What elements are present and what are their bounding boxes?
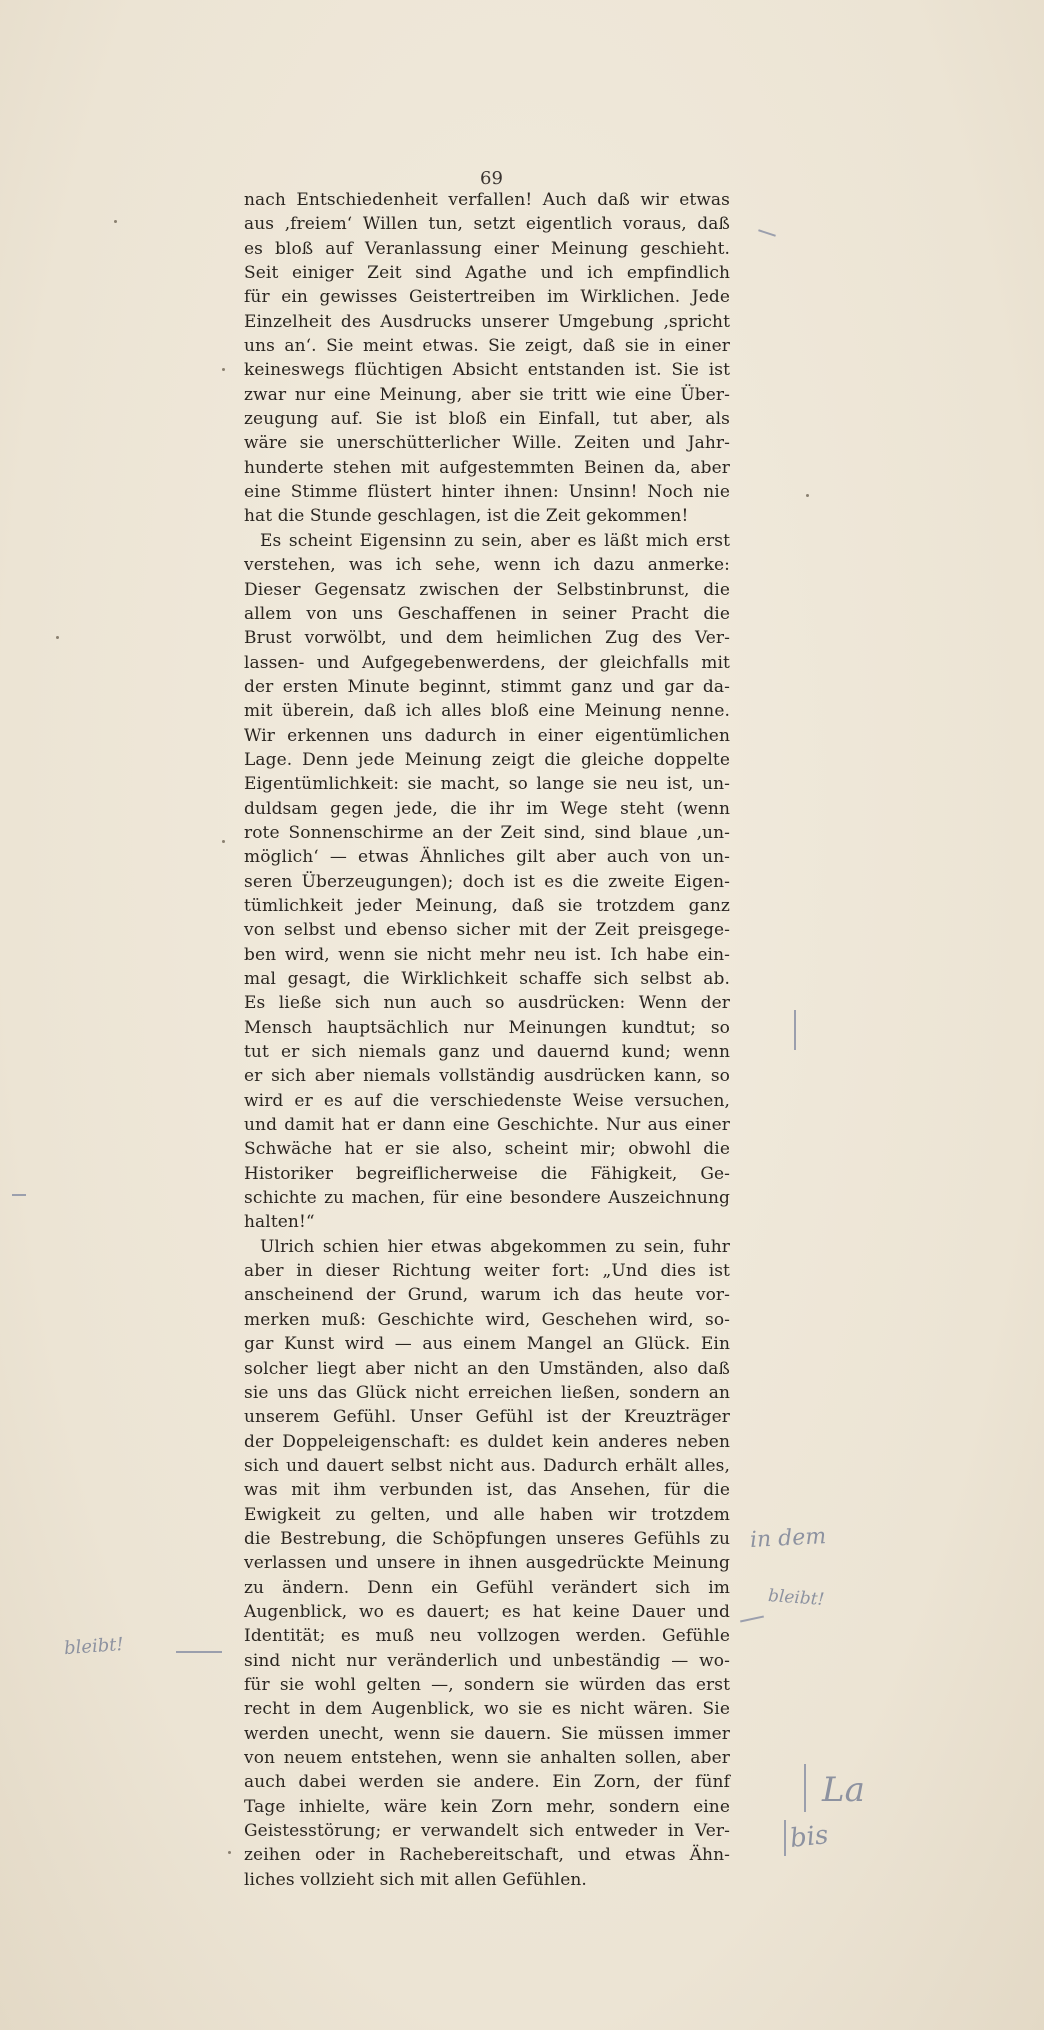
text-line: Tage inhielte, wäre kein Zorn mehr, sondern eine — [244, 1796, 730, 1817]
text-line: duldsam gegen jede, die ihr im Wege steht (wenn — [244, 798, 730, 819]
text-line: ben wird, wenn sie nicht mehr neu ist. Ich habe ein- — [244, 944, 730, 965]
text-line: anscheinend der Grund, warum ich das heute vor- — [244, 1285, 730, 1306]
text-line: uns an‘. Sie meint etwas. Sie zeigt, daß sie in einer — [244, 336, 730, 357]
text-line: Es ließe sich nun auch so ausdrücken: Wenn der — [244, 993, 730, 1014]
text-line: mal gesagt, die Wirklichkeit schaffe sich selbst ab. — [244, 969, 730, 989]
margin-stroke-la — [804, 1764, 806, 1812]
text-line: Mensch hauptsächlich nur Meinungen kundtut; so — [244, 1017, 730, 1038]
text-line: Es scheint Eigensinn zu sein, aber es läßt mich erst — [260, 530, 730, 551]
page-number: 69 — [480, 168, 503, 189]
top-mark — [758, 229, 776, 236]
text-line: hat die Stunde geschlagen, ist die Zeit gekommen! — [244, 506, 689, 527]
text-line: es bloß auf Veranlassung einer Meinung geschieht. — [244, 238, 730, 259]
speck — [222, 840, 225, 843]
text-line: die Bestrebung, die Schöpfungen unseres Gefühls zu — [244, 1528, 730, 1549]
speck — [114, 220, 117, 223]
text-line: Historiker begreiflicherweise die Fähigkeit, Ge- — [244, 1163, 730, 1184]
text-line: zeihen oder in Rachebereitschaft, und etwas Ähn- — [244, 1845, 730, 1866]
text-line: schichte zu machen, für eine besondere Auszeichnung — [244, 1188, 730, 1209]
text-line: von neuem entstehen, wenn sie anhalten sollen, aber — [244, 1748, 730, 1768]
text-line: sind nicht nur veränderlich und unbeständig — wo- — [244, 1650, 730, 1671]
text-line: für ein gewisses Geistertreiben im Wirklichen. Jede — [244, 287, 730, 308]
text-line: sie uns das Glück nicht erreichen ließen, sondern an — [244, 1382, 730, 1403]
text-line: Ulrich schien hier etwas abgekommen zu sein, fuhr — [260, 1236, 730, 1257]
text-line: Lage. Denn jede Meinung zeigt die gleiche doppelte — [244, 749, 730, 770]
text-line: was mit ihm verbunden ist, das Ansehen, für die — [244, 1480, 730, 1501]
speck — [806, 494, 809, 497]
text-line: Ewigkeit zu gelten, und alle haben wir trotzdem — [244, 1504, 730, 1525]
annotation-in-dem: in dem — [749, 1524, 827, 1553]
annotation-left-bleibt: bleibt! — [63, 1633, 125, 1660]
arrow-line — [176, 1651, 222, 1653]
text-line: unserem Gefühl. Unser Gefühl ist der Kreuzträger — [244, 1407, 730, 1428]
text-line: Geistesstörung; er verwandelt sich entweder in Ver- — [244, 1821, 730, 1842]
text-line: allem von uns Geschaffenen in seiner Pracht die — [244, 603, 730, 624]
text-line: verstehen, was ich sehe, wenn ich dazu anmerke: — [244, 555, 730, 576]
text-line: recht in dem Augenblick, wo sie es nicht wären. Sie — [244, 1699, 730, 1720]
text-line: von selbst und ebenso sicher mit der Zeit preisgege- — [244, 920, 730, 941]
text-line: er sich aber niemals vollständig ausdrücken kann, so — [244, 1066, 730, 1087]
margin-stroke-bis — [784, 1820, 786, 1856]
speck — [222, 368, 225, 371]
annotation-bis: bis — [788, 1820, 830, 1854]
margin-stroke — [794, 1010, 796, 1050]
text-line: solcher liegt aber nicht an den Umständen, also daß — [244, 1358, 730, 1379]
speck — [228, 1851, 231, 1854]
text-line: Identität; es muß neu vollzogen werden. Gefühle — [244, 1626, 730, 1647]
text-line: zu ändern. Denn ein Gefühl verändert sich im — [244, 1577, 730, 1598]
text-line: sich und dauert selbst nicht aus. Dadurch erhält alles, — [244, 1455, 730, 1476]
arrow-line-right — [740, 1616, 764, 1623]
annotation-bleibt: bleibt! — [767, 1586, 826, 1610]
text-line: der Doppeleigenschaft: es duldet kein anderes neben — [244, 1431, 730, 1452]
text-line: möglich‘ — etwas Ähnliches gilt aber auch von un- — [244, 847, 730, 868]
body-text — [244, 188, 730, 1892]
text-line: Eigentümlichkeit: sie macht, so lange sie neu ist, un- — [244, 774, 730, 795]
text-line: gar Kunst wird — aus einem Mangel an Glück. Ein — [244, 1334, 730, 1355]
text-line: und damit hat er dann eine Geschichte. Nur aus einer — [244, 1115, 730, 1136]
text-line: Einzelheit des Ausdrucks unserer Umgebung ‚spricht — [244, 311, 730, 332]
left-dash — [12, 1194, 26, 1196]
text-line: verlassen und unsere in ihnen ausgedrückte Meinung — [244, 1553, 730, 1574]
text-line: zwar nur eine Meinung, aber sie tritt wie eine Über- — [244, 384, 730, 405]
text-line: tut er sich niemals ganz und dauernd kund; wenn — [244, 1042, 730, 1063]
annotation-la: La — [822, 1770, 865, 1810]
text-line: Brust vorwölbt, und dem heimlichen Zug des Ver- — [244, 628, 730, 649]
text-line: der ersten Minute beginnt, stimmt ganz und gar da- — [244, 676, 730, 697]
text-line: Seit einiger Zeit sind Agathe und ich empfindlich — [244, 263, 730, 284]
text-line: wäre sie unerschütterlicher Wille. Zeiten und Jahr- — [244, 433, 730, 454]
text-line: lassen- und Aufgegebenwerdens, der gleichfalls mit — [244, 652, 730, 673]
text-line: für sie wohl gelten —, sondern sie würden das erst — [244, 1674, 730, 1695]
text-line: tümlichkeit jeder Meinung, daß sie trotzdem ganz — [244, 895, 730, 916]
text-line: seren Überzeugungen); doch ist es die zweite Eigen- — [244, 871, 730, 892]
text-line: keineswegs flüchtigen Absicht entstanden ist. Sie ist — [244, 360, 730, 381]
text-line: wird er es auf die verschiedenste Weise versuchen, — [244, 1090, 730, 1111]
text-line: liches vollzieht sich mit allen Gefühlen. — [244, 1869, 587, 1890]
text-line: werden unecht, wenn sie dauern. Sie müssen immer — [244, 1723, 730, 1744]
speck — [56, 636, 59, 639]
text-line: Schwäche hat er sie also, scheint mir; obwohl die — [244, 1139, 730, 1160]
text-line: hunderte stehen mit aufgestemmten Beinen da, aber — [244, 457, 730, 478]
text-line: zeugung auf. Sie ist bloß ein Einfall, tut aber, als — [244, 409, 730, 430]
text-line: rote Sonnenschirme an der Zeit sind, sind blaue ‚un- — [244, 822, 730, 843]
text-line: mit überein, daß ich alles bloß eine Meinung nenne. — [244, 701, 730, 722]
text-line: auch dabei werden sie andere. Ein Zorn, der fünf — [244, 1772, 730, 1793]
text-line: aber in dieser Richtung weiter fort: „Und dies ist — [244, 1261, 730, 1282]
text-line: Augenblick, wo es dauert; es hat keine Dauer und — [244, 1601, 730, 1622]
text-line: nach Entschiedenheit verfallen! Auch daß wir etwas — [244, 190, 730, 210]
text-line: Wir erkennen uns dadurch in einer eigentümlichen — [244, 725, 730, 746]
text-line: Dieser Gegensatz zwischen der Selbstinbrunst, die — [244, 579, 730, 600]
text-line: eine Stimme flüstert hinter ihnen: Unsinn! Noch nie — [244, 482, 730, 503]
text-line: halten!“ — [244, 1212, 315, 1233]
text-line: merken muß: Geschichte wird, Geschehen wird, so- — [244, 1309, 730, 1330]
text-line: aus ‚freiem‘ Willen tun, setzt eigentlich voraus, daß — [244, 214, 730, 235]
